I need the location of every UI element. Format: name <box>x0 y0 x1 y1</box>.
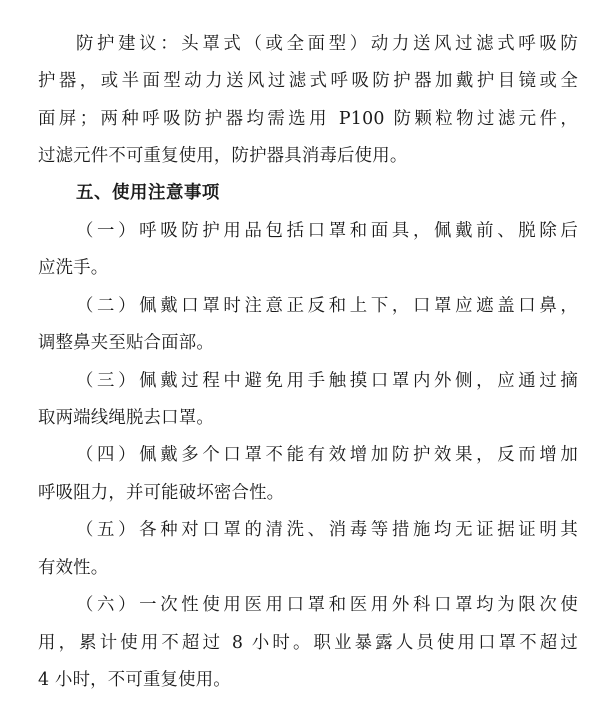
item-2-line-2: 调整鼻夹至贴合面部。 <box>38 333 214 353</box>
protection-paragraph-line-4: 过滤元件不可重复使用，防护器具消毒后使用。 <box>38 146 408 166</box>
item-6-line-2: 用，累计使用不超过 8 小时。职业暴露人员使用口罩不超过 <box>38 633 578 653</box>
item-6-line-3: 4 小时，不可重复使用。 <box>38 670 231 690</box>
item-5-line-2: 有效性。 <box>38 558 109 578</box>
protection-paragraph-line-3: 面屏；两种呼吸防护器均需选用 P100 防颗粒物过滤元件， <box>38 109 578 129</box>
protection-paragraph-line-2: 护器，或半面型动力送风过滤式呼吸防护器加戴护目镜或全 <box>38 71 578 91</box>
item-4-line-2: 呼吸阻力，并可能破坏密合性。 <box>38 483 285 503</box>
item-3-line-1: （三）佩戴过程中避免用手触摸口罩内外侧，应通过摘 <box>76 371 578 391</box>
item-1-line-2: 应洗手。 <box>38 258 109 278</box>
protection-paragraph-line-1: 防护建议：头罩式（或全面型）动力送风过滤式呼吸防 <box>76 34 578 54</box>
item-3-line-2: 取两端线绳脱去口罩。 <box>38 408 214 428</box>
item-6-line-1: （六）一次性使用医用口罩和医用外科口罩均为限次使 <box>76 595 578 615</box>
item-1-line-1: （一）呼吸防护用品包括口罩和面具，佩戴前、脱除后 <box>76 221 578 241</box>
item-2-line-1: （二）佩戴口罩时注意正反和上下，口罩应遮盖口鼻， <box>76 296 578 316</box>
item-4-line-1: （四）佩戴多个口罩不能有效增加防护效果，反而增加 <box>76 445 578 465</box>
section-heading: 五、使用注意事项 <box>76 183 220 203</box>
item-5-line-1: （五）各种对口罩的清洗、消毒等措施均无证据证明其 <box>76 520 578 540</box>
